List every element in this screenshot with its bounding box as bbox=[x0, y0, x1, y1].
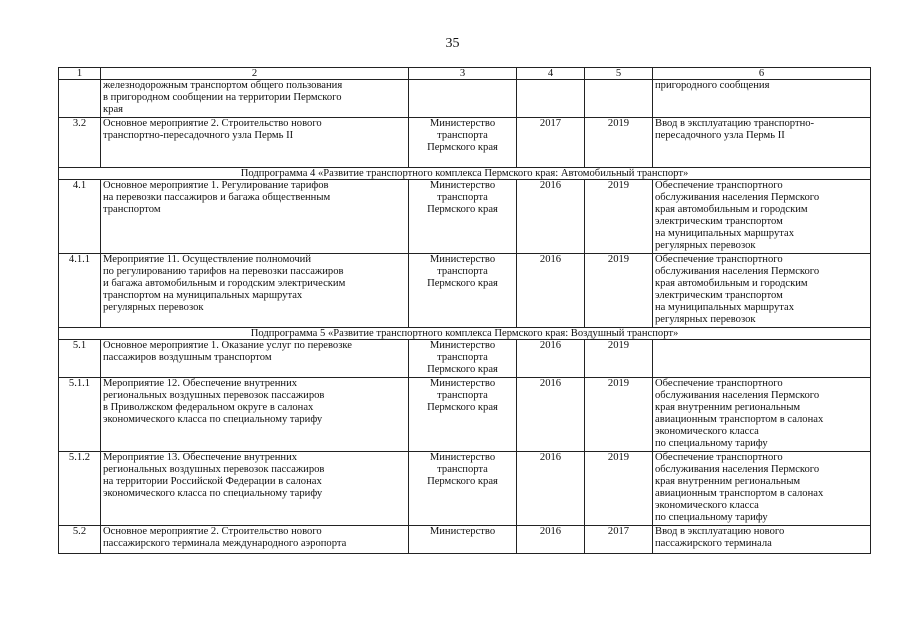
row-number: 3.2 bbox=[59, 118, 101, 168]
expected-result: пригородного сообщения bbox=[653, 80, 871, 118]
column-header: 5 bbox=[585, 68, 653, 80]
table-row bbox=[59, 340, 871, 378]
measure-name: железнодорожным транспортом общего пользования в пригородном сообщении на территории Пермского края bbox=[101, 80, 409, 118]
subprogram-title: Подпрограмма 4 «Развитие транспортного комплекса Пермского края: Автомобильный транспорт» bbox=[59, 168, 871, 180]
table-row bbox=[59, 118, 871, 168]
measure-name: Мероприятие 11. Осуществление полномочий по регулированию тарифов на перевозки пассажиров и багажа автомобильным и городским электрическим транспортом на муниципальных маршрутах регулярных перевозок bbox=[101, 254, 409, 328]
table-header-row bbox=[59, 68, 871, 80]
responsible-org: Министерство транспорта Пермского края bbox=[409, 118, 517, 168]
start-year bbox=[517, 80, 585, 118]
end-year: 2017 bbox=[585, 526, 653, 554]
responsible-org: Министерство транспорта Пермского края bbox=[409, 254, 517, 328]
table-row bbox=[59, 254, 871, 328]
row-number: 5.1 bbox=[59, 340, 101, 378]
start-year: 2016 bbox=[517, 180, 585, 254]
table-row bbox=[59, 180, 871, 254]
responsible-org: Министерство транспорта Пермского края bbox=[409, 452, 517, 526]
start-year: 2016 bbox=[517, 254, 585, 328]
subprogram-row bbox=[59, 328, 871, 340]
start-year: 2016 bbox=[517, 452, 585, 526]
responsible-org bbox=[409, 80, 517, 118]
column-header: 3 bbox=[409, 68, 517, 80]
responsible-org: Министерство bbox=[409, 526, 517, 554]
column-header: 6 bbox=[653, 68, 871, 80]
end-year: 2019 bbox=[585, 118, 653, 168]
subprogram-row bbox=[59, 168, 871, 180]
expected-result: Обеспечение транспортного обслуживания населения Пермского края внутренним региональным авиационным транспортом в салонах экономического класса по специальному тарифу bbox=[653, 378, 871, 452]
table-row bbox=[59, 378, 871, 452]
responsible-org: Министерство транспорта Пермского края bbox=[409, 180, 517, 254]
row-number bbox=[59, 80, 101, 118]
column-header: 4 bbox=[517, 68, 585, 80]
end-year: 2019 bbox=[585, 452, 653, 526]
row-number: 5.2 bbox=[59, 526, 101, 554]
responsible-org: Министерство транспорта Пермского края bbox=[409, 340, 517, 378]
measure-name: Основное мероприятие 2. Строительство нового пассажирского терминала международного аэропорта bbox=[101, 526, 409, 554]
end-year: 2019 bbox=[585, 340, 653, 378]
table-row bbox=[59, 526, 871, 554]
expected-result: Обеспечение транспортного обслуживания населения Пермского края автомобильным и городским электрическим транспортом на муниципальных маршрутах регулярных перевозок bbox=[653, 254, 871, 328]
measures-table bbox=[58, 67, 871, 554]
measure-name: Основное мероприятие 2. Строительство нового транспортно-пересадочного узла Пермь II bbox=[101, 118, 409, 168]
measure-name: Основное мероприятие 1. Регулирование тарифов на перевозки пассажиров и багажа общественным транспортом bbox=[101, 180, 409, 254]
row-number: 4.1.1 bbox=[59, 254, 101, 328]
end-year bbox=[585, 80, 653, 118]
page-number: 35 bbox=[445, 36, 460, 51]
table-row bbox=[59, 80, 871, 118]
responsible-org: Министерство транспорта Пермского края bbox=[409, 378, 517, 452]
end-year: 2019 bbox=[585, 180, 653, 254]
column-header: 1 bbox=[59, 68, 101, 80]
column-header: 2 bbox=[101, 68, 409, 80]
expected-result: Ввод в эксплуатацию транспортно- пересадочного узла Пермь II bbox=[653, 118, 871, 168]
end-year: 2019 bbox=[585, 254, 653, 328]
expected-result: Обеспечение транспортного обслуживания населения Пермского края автомобильным и городским электрическим транспортом на муниципальных маршрутах регулярных перевозок bbox=[653, 180, 871, 254]
start-year: 2017 bbox=[517, 118, 585, 168]
row-number: 5.1.2 bbox=[59, 452, 101, 526]
start-year: 2016 bbox=[517, 340, 585, 378]
start-year: 2016 bbox=[517, 526, 585, 554]
measure-name: Мероприятие 13. Обеспечение внутренних региональных воздушных перевозок пассажиров на территории Российской Федерации в салонах экономического класса по специальному тарифу bbox=[101, 452, 409, 526]
subprogram-title: Подпрограмма 5 «Развитие транспортного комплекса Пермского края: Воздушный транспорт» bbox=[59, 328, 871, 340]
measure-name: Мероприятие 12. Обеспечение внутренних региональных воздушных перевозок пассажиров в Приволжском федеральном округе в салонах экономического класса по специальному тарифу bbox=[101, 378, 409, 452]
expected-result bbox=[653, 340, 871, 378]
row-number: 5.1.1 bbox=[59, 378, 101, 452]
measure-name: Основное мероприятие 1. Оказание услуг по перевозке пассажиров воздушным транспортом bbox=[101, 340, 409, 378]
table-row bbox=[59, 452, 871, 526]
end-year: 2019 bbox=[585, 378, 653, 452]
start-year: 2016 bbox=[517, 378, 585, 452]
expected-result: Ввод в эксплуатацию нового пассажирского терминала bbox=[653, 526, 871, 554]
expected-result: Обеспечение транспортного обслуживания населения Пермского края внутренним региональным авиационным транспортом в салонах экономического класса по специальному тарифу bbox=[653, 452, 871, 526]
row-number: 4.1 bbox=[59, 180, 101, 254]
